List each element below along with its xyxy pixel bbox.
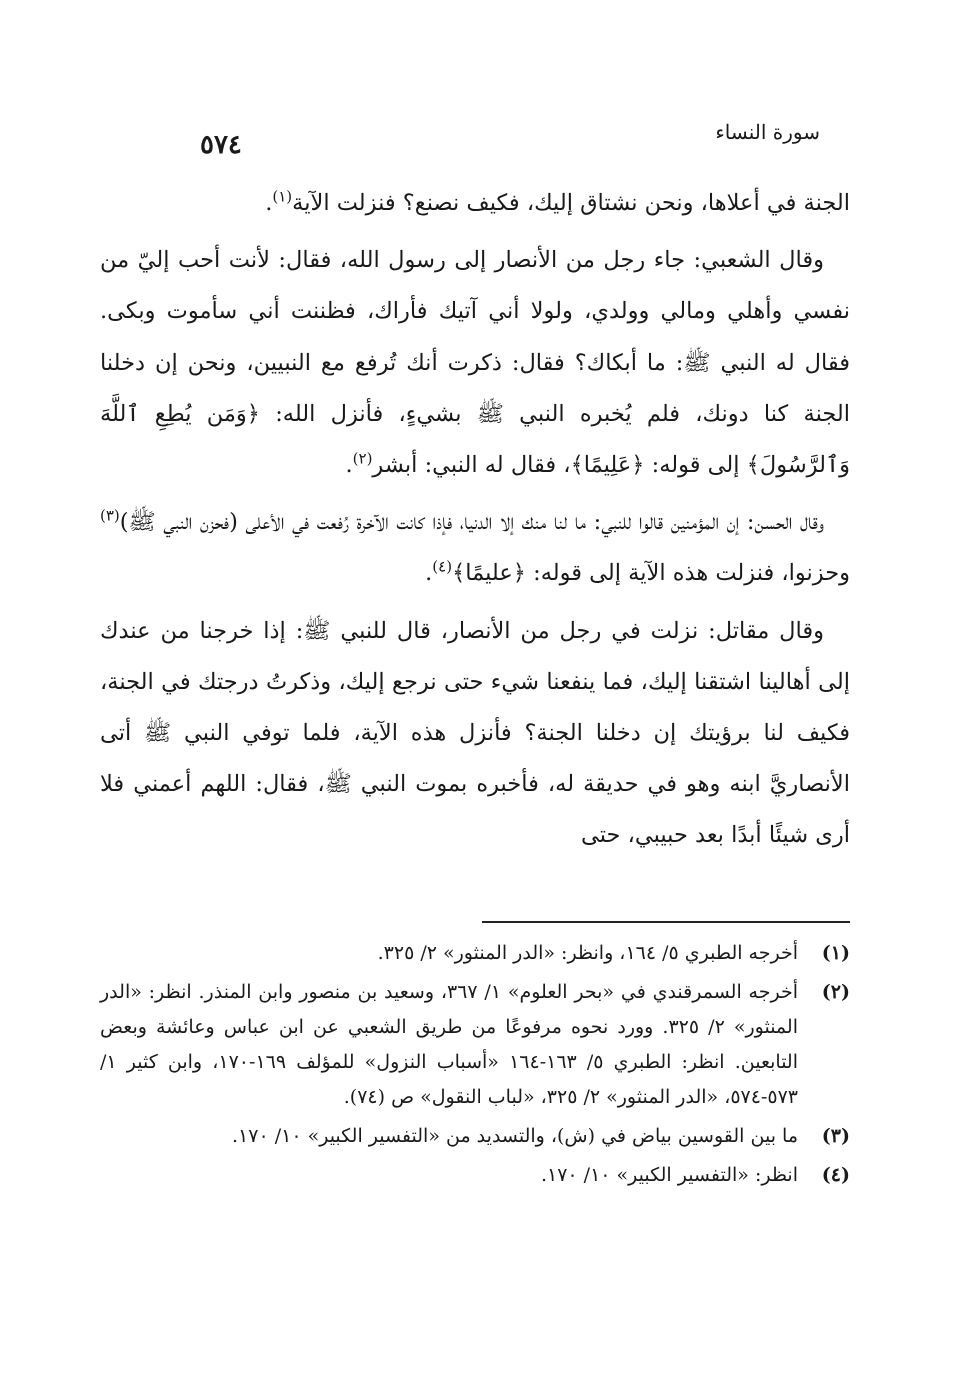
footnote-number: (٢) — [821, 981, 850, 1003]
footnote-item — [100, 936, 850, 971]
footnote-marker: (٤) — [432, 557, 453, 576]
main-text — [100, 178, 850, 868]
paragraph-tail: . — [425, 560, 433, 587]
running-header — [200, 120, 820, 160]
footnote-number: (٣) — [821, 1125, 850, 1147]
paragraph-text: وقال الحسن: إن المؤمنين قالوا للنبي: ما لنا منك إلا الدنيا، فإذا كانت الآخرة رُفعت في الأعلى (فحزن النبي ﷺ) — [119, 509, 824, 536]
paragraph-tail: . — [265, 190, 273, 216]
paragraph — [100, 235, 850, 491]
paragraph-text: وقال الشعبي: جاء رجل من الأنصار إلى رسول الله، فقال: لأنت أحب إليّ من نفسي وأهلي ومالي وولدي، ولولا أني آتيك فأراك، فظننت أني سأموت وبكى. فقال له النبي ﷺ: ما أبكاك؟ فقال: ذكرت أنك تُرفع مع النبيين، ونحن إن دخلنا الجنة كنا دونك، فلم يُخبره النبي ﷺ بشيءٍ، فأنزل الله: ﴿وَمَن يُطِعِ ٱللَّهَ وَٱلرَّسُولَ﴾ إلى قوله: ﴿عَلِيمًا﴾، فقال له النبي: أبشر — [100, 247, 850, 479]
paragraph-text: وقال مقاتل: نزلت في رجل من الأنصار، قال للنبي ﷺ: إذا خرجنا من عندك إلى أهالينا اشتقنا إليك، فما ينفعنا شيء حتى نرجع إليك، وذكرتُ درجتك في الجنة، فكيف لنا برؤيتك إن دخلنا الجنة؟ فأنزل هذه الآية، فلما توفي النبي ﷺ أتى الأنصاريَّ ابنه وهو في حديقة له، فأخبره بموت النبي ﷺ، فقال: اللهم أعمني فلا أرى شيئًا أبدًا بعد حبيبي، حتى — [100, 617, 850, 849]
footnote-marker: (١) — [272, 187, 293, 206]
footnote-text: أخرجه الطبري ٥/ ١٦٤، وانظر: «الدر المنثور» ٢/ ٣٢٥. — [377, 942, 798, 964]
surah-title: سورة النساء — [715, 120, 820, 144]
footnote-text: أخرجه السمرقندي في «بحر العلوم» ١/ ٣٦٧، وسعيد بن منصور وابن المنذر. انظر: «الدر المنثور» ٢/ ٣٢٥. وورد نحوه مرفوعًا من طريق الشعبي عن ابن عباس وعائشة وبعض التابعين. انظر: الطبري ٥/ ١٦٣-١٦٤ «أسباب النزول» للمؤلف ١٦٩-١٧٠، وابن كثير ١/ ٥٧٣-٥٧٤، «الدر المنثور» ٢/ ٣٢٥، «لباب النقول» ص (٧٤). — [100, 981, 798, 1108]
paragraph — [100, 497, 850, 599]
paragraph-tail: . — [345, 452, 353, 479]
page-number: ٥٧٤ — [200, 130, 242, 160]
footnote-text: ما بين القوسين بياض في (ش)، والتسديد من «التفسير الكبير» ١٠/ ١٧٠. — [232, 1125, 798, 1147]
footnote-divider — [482, 921, 850, 923]
footnote-item — [100, 1119, 850, 1154]
paragraph — [100, 606, 850, 862]
paragraph — [100, 178, 850, 229]
footnote-marker: (٢) — [352, 449, 373, 468]
footnote-number: (١) — [821, 942, 850, 964]
footnote-item — [100, 975, 850, 1115]
footnote-text: انظر: «التفسير الكبير» ١٠/ ١٧٠. — [540, 1164, 798, 1186]
footnote-number: (٤) — [821, 1164, 850, 1186]
paragraph-tail: وحزنوا، فنزلت هذه الآية إلى قوله: ﴿عليمًا﴾ — [452, 560, 850, 587]
paragraph-text: الجنة في أعلاها، ونحن نشتاق إليك، فكيف نصنع؟ فنزلت الآية — [292, 190, 850, 216]
footnote-item — [100, 1158, 850, 1193]
footnote-marker: (٣) — [100, 506, 120, 525]
footnotes — [100, 936, 850, 1197]
